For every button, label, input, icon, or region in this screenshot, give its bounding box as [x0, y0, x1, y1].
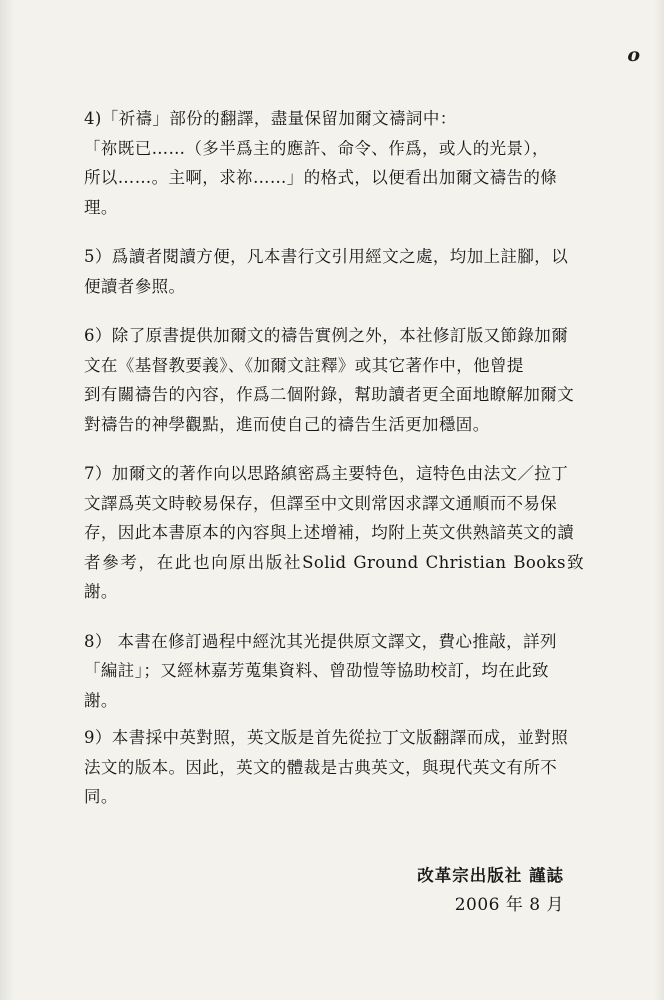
paragraph-line: 便讀者參照。	[84, 276, 186, 296]
paragraph-line: 6）除了原書提供加爾文的禱告實例之外，本社修訂版又節錄加爾	[84, 326, 569, 345]
paragraph-gap	[84, 607, 584, 627]
paragraph-line: 5）爲讀者閱讀方便，凡本書行文引用經文之處，均加上註腳，以	[84, 247, 569, 266]
paragraph-line: 到有關禱告的內容，作爲二個附錄，幫助讀者更全面地瞭解加爾文	[84, 385, 575, 404]
paragraph-line: 文譯爲英文時較易保存，但譯至中文則常因求譯文通順而不易保	[84, 493, 558, 513]
paragraph-4	[84, 104, 584, 222]
paragraph-5	[84, 242, 584, 301]
paragraph-7	[84, 459, 584, 607]
paragraph-8	[84, 627, 584, 716]
paragraph-line: 8） 本書在修訂過程中經沈其光提供原文譯文，費心推敲，詳列	[84, 631, 557, 651]
paragraph-line: 所以……。主啊，求祢……」的格式，以便看出加爾文禱告的條	[84, 168, 558, 187]
paragraph-6	[84, 321, 584, 439]
paragraph-line: 法文的版本。因此，英文的體裁是古典英文，與現代英文有所不	[84, 757, 558, 777]
paragraph-line: 7）加爾文的著作向以思路縝密爲主要特色，這特色由法文／拉丁	[84, 464, 569, 483]
paragraph-line: 同。	[84, 787, 118, 806]
signature-publisher: 改革宗出版社 謹誌	[417, 866, 564, 885]
paragraph-line: 9）本書採中英對照，英文版是首先從拉丁文版翻譯而成，並對照	[84, 728, 569, 747]
paragraph-line: 4)「祈禱」部份的翻譯，盡量保留加爾文禱詞中：	[84, 109, 457, 128]
document-body	[84, 104, 584, 812]
paragraph-gap	[84, 222, 584, 242]
signature-date: 2006 年 8 月	[454, 895, 564, 915]
paragraph-line: 文在《基督教要義》、《加爾文註釋》或其它著作中，他曾提	[84, 355, 524, 375]
signature-block	[417, 862, 564, 920]
paragraph-line: 「編註」；又經林嘉芳蒐集資料、曾劭愷等協助校訂，均在此致	[84, 661, 549, 680]
paragraph-line: 「祢既已……（多半爲主的應許、命令、作爲，或人的光景），	[84, 138, 549, 158]
paragraph-9	[84, 723, 584, 812]
paragraph-gap	[84, 715, 584, 723]
paragraph-gap	[84, 439, 584, 459]
paragraph-gap	[84, 301, 584, 321]
paragraph-line: 理。	[84, 197, 118, 217]
paragraph-line: 者參考，在此也向原出版社Solid Ground Christian Books致謝。	[84, 552, 584, 601]
paragraph-line: 謝。	[84, 690, 118, 710]
paragraph-line: 存，因此本書原本的內容與上述增補，均附上英文供熟諳英文的讀	[84, 523, 575, 542]
page-number: o	[627, 44, 640, 66]
paragraph-line: 對禱告的神學觀點，進而使自己的禱告生活更加穩固。	[84, 414, 490, 434]
